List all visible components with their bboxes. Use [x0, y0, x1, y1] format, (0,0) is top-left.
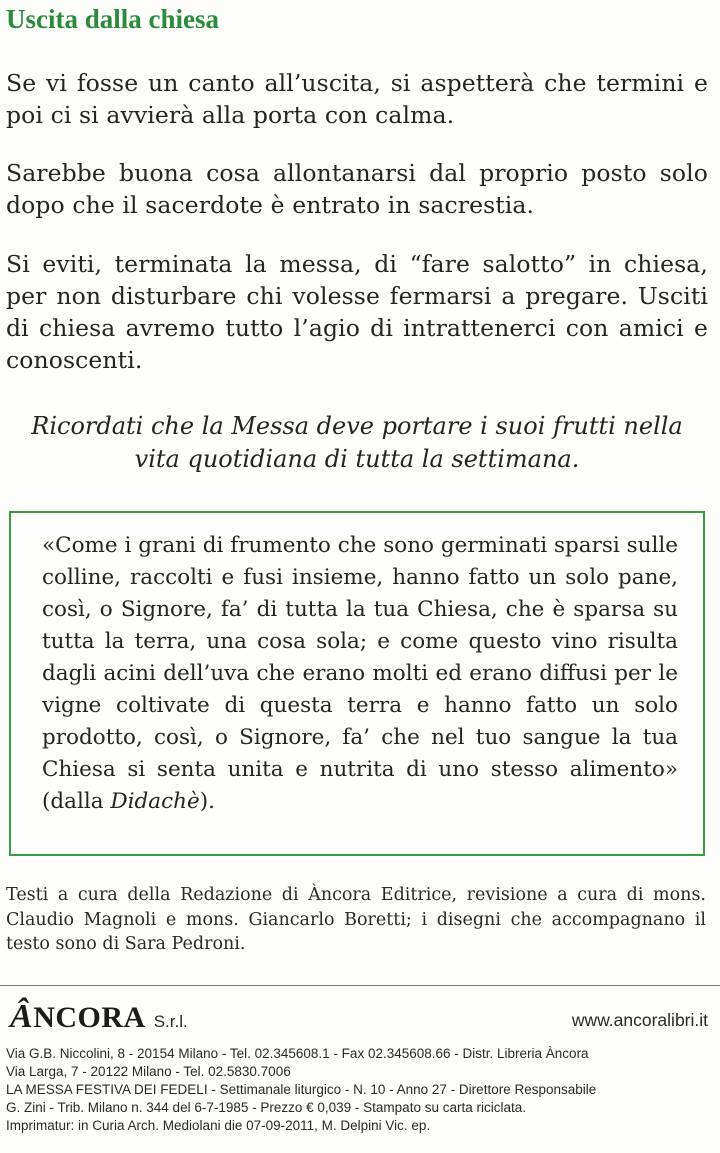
section-heading: Uscita dalla chiesa — [6, 4, 219, 34]
paragraph-leave-after-priest: Sarebbe buona cosa allontanarsi dal proprio posto solo dopo che il sacerdote è entrato in sacrestia. — [6, 159, 708, 219]
imprint-line-2: Via Larga, 7 - 20122 Milano - Tel. 02.5830.7006 — [6, 1064, 291, 1079]
quote-end: ). — [199, 789, 215, 814]
ancora-logo — [10, 998, 188, 1038]
paragraph-no-chatting: Si eviti, terminata la messa, di “fare salotto” in chiesa, per non disturbare chi volesse fermarsi a pregare. Usciti di chiesa avremo tutto l’agio di intrattenerci con amici e conoscenti. — [6, 250, 708, 374]
logo-initial: Â — [10, 998, 34, 1035]
didache-quote — [42, 530, 678, 818]
website-url: www.ancoralibri.it — [571, 1010, 708, 1030]
imprint-line-1: Via G.B. Niccolini, 8 - 20154 Milano - Tel. 02.345608.1 - Fax 02.345608.66 - Distr. Libreria Àncora — [6, 1046, 589, 1061]
imprint-block — [6, 1045, 716, 1135]
paragraph-exit-song: Se vi fosse un canto all’uscita, si aspetterà che termini e poi ci si avvierà alla porta con calma. — [6, 69, 708, 129]
imprint-line-4: G. Zini - Trib. Milano n. 344 del 6-7-1985 - Prezzo € 0,039 - Stampato su carta riciclata. — [6, 1100, 526, 1115]
remember-line-2: vita quotidiana di tutta la settimana. — [134, 445, 580, 473]
imprint-line-3: LA MESSA FESTIVA DEI FEDELI - Settimanale liturgico - N. 10 - Anno 27 - Direttore Responsabile — [6, 1082, 597, 1097]
logo-rest: NCORA — [33, 1001, 146, 1034]
remember-note — [6, 410, 708, 476]
credits-text: Testi a cura della Redazione di Àncora Editrice, revisione a cura di mons. Claudio Magnoli e mons. Giancarlo Boretti; i disegni che accompagnano il testo sono di Sara Pedroni. — [6, 885, 706, 954]
logo-wordmark — [10, 998, 146, 1036]
imprint-line-5: Imprimatur: in Curia Arch. Mediolani die 07-09-2011, M. Delpini Vic. ep. — [6, 1118, 431, 1133]
quote-body: «Come i grani di frumento che sono germinati sparsi sulle colline, raccolti e fusi insieme, hanno fatto un solo pane, così, o Signore, fa’ di tutta la tua Chiesa, che è sparsa su tutta la terra, una cosa sola; e come questo vino risulta dagli acini dell’uva che erano molti ed erano diffusi per le vigne coltivate di questa terra e hanno fatto un solo prodotto, così, o Signore, fa’ che nel tuo sangue la tua Chiesa si senta unita e nutrita di uno stesso alimento» (dalla — [42, 533, 678, 814]
quote-box — [9, 511, 705, 856]
footer-divider — [0, 985, 720, 986]
quote-source: Didachè — [110, 789, 200, 814]
remember-line-1: Ricordati che la Messa deve portare i suoi frutti nella — [31, 412, 683, 440]
logo-suffix: S.r.l. — [153, 1012, 188, 1031]
